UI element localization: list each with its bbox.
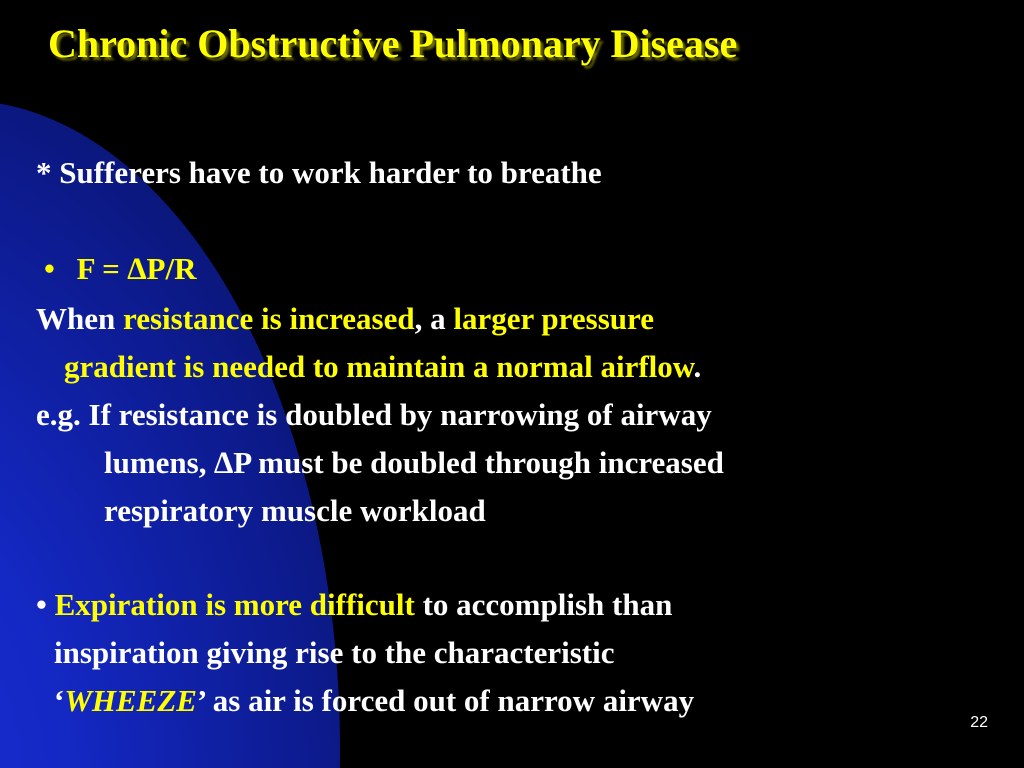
bullet-icon: • [44,251,55,286]
expiration-line-2: inspiration giving rise to the characteristic [54,635,615,670]
expiration-line-3 [54,682,694,720]
open-quote: ‘ [54,683,65,718]
air-forced-text: ’ as air is forced out of narrow airway [196,683,695,718]
when-text: When [36,301,123,336]
larger-pressure-text: larger pressure [453,301,654,336]
when-line-2 [64,348,701,386]
page-number: 22 [970,714,988,731]
example-line-2: lumens, ∆P must be doubled through increased [104,445,724,480]
gradient-text: gradient is needed to maintain a normal airflow [64,349,694,384]
slide-title: Chronic Obstructive Pulmonary Disease [48,21,738,66]
formula-line [44,250,196,288]
when-line-1 [36,300,654,338]
period-text: . [693,349,702,384]
resistance-increased-text: resistance is increased [123,301,415,336]
accomplish-text: to accomplish than [414,587,673,622]
expiration-difficult-text: Expiration is more difficult [54,587,415,622]
point-work-harder: * Sufferers have to work harder to breathe [36,155,602,190]
wheeze-text: WHEEZE [64,683,197,718]
comma-a-text: , a [414,301,454,336]
bullet-icon: • [36,587,47,622]
example-line-3: respiratory muscle workload [104,493,486,528]
example-line-1: e.g. If resistance is doubled by narrowing of airway [36,397,712,432]
expiration-line-1 [36,586,672,624]
formula-text: F = ∆P/R [76,251,197,286]
